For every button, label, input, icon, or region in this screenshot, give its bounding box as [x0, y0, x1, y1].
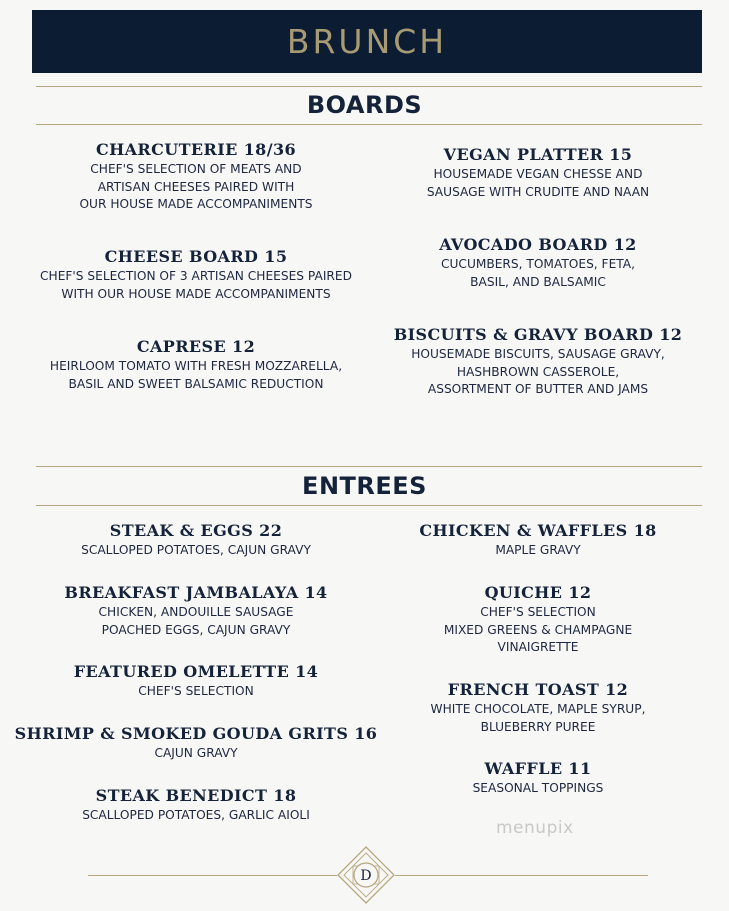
- item-description: CHEF'S SELECTION MIXED GREENS & CHAMPAGNE VINAIGRETTE: [443, 605, 633, 654]
- entrees-bottom-rule: [36, 505, 702, 506]
- diamond-logo-icon: [337, 846, 395, 904]
- item-description: WHITE CHOCOLATE, MAPLE SYRUP, BLUEBERRY PUREE: [430, 702, 646, 734]
- page-title: BRUNCH: [286, 22, 448, 61]
- item-description: MAPLE GRAVY: [495, 543, 581, 557]
- menu-item-quiche: [386, 582, 690, 657]
- item-name: STEAK & EGGS 22: [109, 521, 283, 540]
- item-name: BREAKFAST JAMBALAYA 14: [64, 583, 328, 602]
- menu-item-waffle: [386, 758, 690, 798]
- menu-item-cheese-board: [0, 246, 392, 303]
- item-name: VEGAN PLATTER 15: [443, 145, 633, 164]
- menu-item-steak-benedict: [0, 785, 392, 825]
- item-description: CHEF'S SELECTION OF 3 ARTISAN CHEESES PAIRED WITH OUR HOUSE MADE ACCOMPANIMENTS: [40, 269, 352, 301]
- menu-item-charcuterie: [0, 139, 392, 214]
- entrees-top-rule: [36, 466, 702, 467]
- menu-item-vegan-platter: [386, 144, 690, 201]
- boards-top-rule: [36, 86, 702, 87]
- item-description: HOUSEMADE BISCUITS, SAUSAGE GRAVY, HASHBROWN CASSEROLE, ASSORTMENT OF BUTTER AND JAMS: [411, 347, 665, 396]
- item-description: CHEF'S SELECTION: [138, 684, 254, 698]
- menu-item-shrimp-gouda-grits: [0, 723, 392, 763]
- item-name: STEAK BENEDICT 18: [95, 786, 297, 805]
- item-description: SEASONAL TOPPINGS: [472, 781, 604, 795]
- item-description: CAJUN GRAVY: [154, 746, 238, 760]
- item-name: CHARCUTERIE 18/36: [95, 140, 297, 159]
- menu-item-avocado-board: [386, 234, 690, 291]
- item-name: AVOCADO BOARD 12: [439, 235, 637, 254]
- item-name: QUICHE 12: [484, 583, 592, 602]
- menu-item-featured-omelette: [0, 661, 392, 701]
- item-name: SHRIMP & SMOKED GOUDA GRITS 16: [14, 724, 378, 743]
- logo-letter: D: [360, 868, 372, 884]
- item-name: FEATURED OMELETTE 14: [73, 662, 319, 681]
- item-name: BISCUITS & GRAVY BOARD 12: [393, 325, 683, 344]
- footer-rule-right: [395, 875, 648, 876]
- header-banner: [32, 10, 702, 73]
- item-description: SCALLOPED POTATOES, CAJUN GRAVY: [81, 543, 311, 557]
- item-name: CAPRESE 12: [136, 337, 256, 356]
- item-name: WAFFLE 11: [484, 759, 592, 778]
- item-description: HOUSEMADE VEGAN CHESSE AND SAUSAGE WITH CRUDITE AND NAAN: [426, 167, 650, 199]
- watermark-text: menupix: [496, 818, 574, 838]
- boards-section-title: BOARDS: [306, 91, 423, 119]
- boards-bottom-rule: [36, 124, 702, 125]
- item-name: CHICKEN & WAFFLES 18: [419, 521, 657, 540]
- item-description: CHICKEN, ANDOUILLE SAUSAGE POACHED EGGS, CAJUN GRAVY: [98, 605, 294, 637]
- menu-item-steak-eggs: [0, 520, 392, 560]
- menu-item-breakfast-jambalaya: [0, 582, 392, 639]
- item-description: HEIRLOOM TOMATO WITH FRESH MOZZARELLA, BASIL AND SWEET BALSAMIC REDUCTION: [49, 359, 343, 391]
- item-description: CHEF'S SELECTION OF MEATS AND ARTISAN CHEESES PAIRED WITH OUR HOUSE MADE ACCOMPANIMENTS: [79, 162, 313, 211]
- footer-rule-left: [88, 875, 337, 876]
- menu-item-chicken-waffles: [386, 520, 690, 560]
- item-description: SCALLOPED POTATOES, GARLIC AIOLI: [82, 808, 310, 822]
- menu-item-biscuits-gravy-board: [386, 324, 690, 399]
- menu-item-caprese: [0, 336, 392, 393]
- item-name: CHEESE BOARD 15: [104, 247, 288, 266]
- item-name: FRENCH TOAST 12: [447, 680, 629, 699]
- entrees-section-title: ENTREES: [302, 472, 427, 500]
- menu-item-french-toast: [386, 679, 690, 736]
- item-description: CUCUMBERS, TOMATOES, FETA, BASIL, AND BALSAMIC: [441, 257, 635, 289]
